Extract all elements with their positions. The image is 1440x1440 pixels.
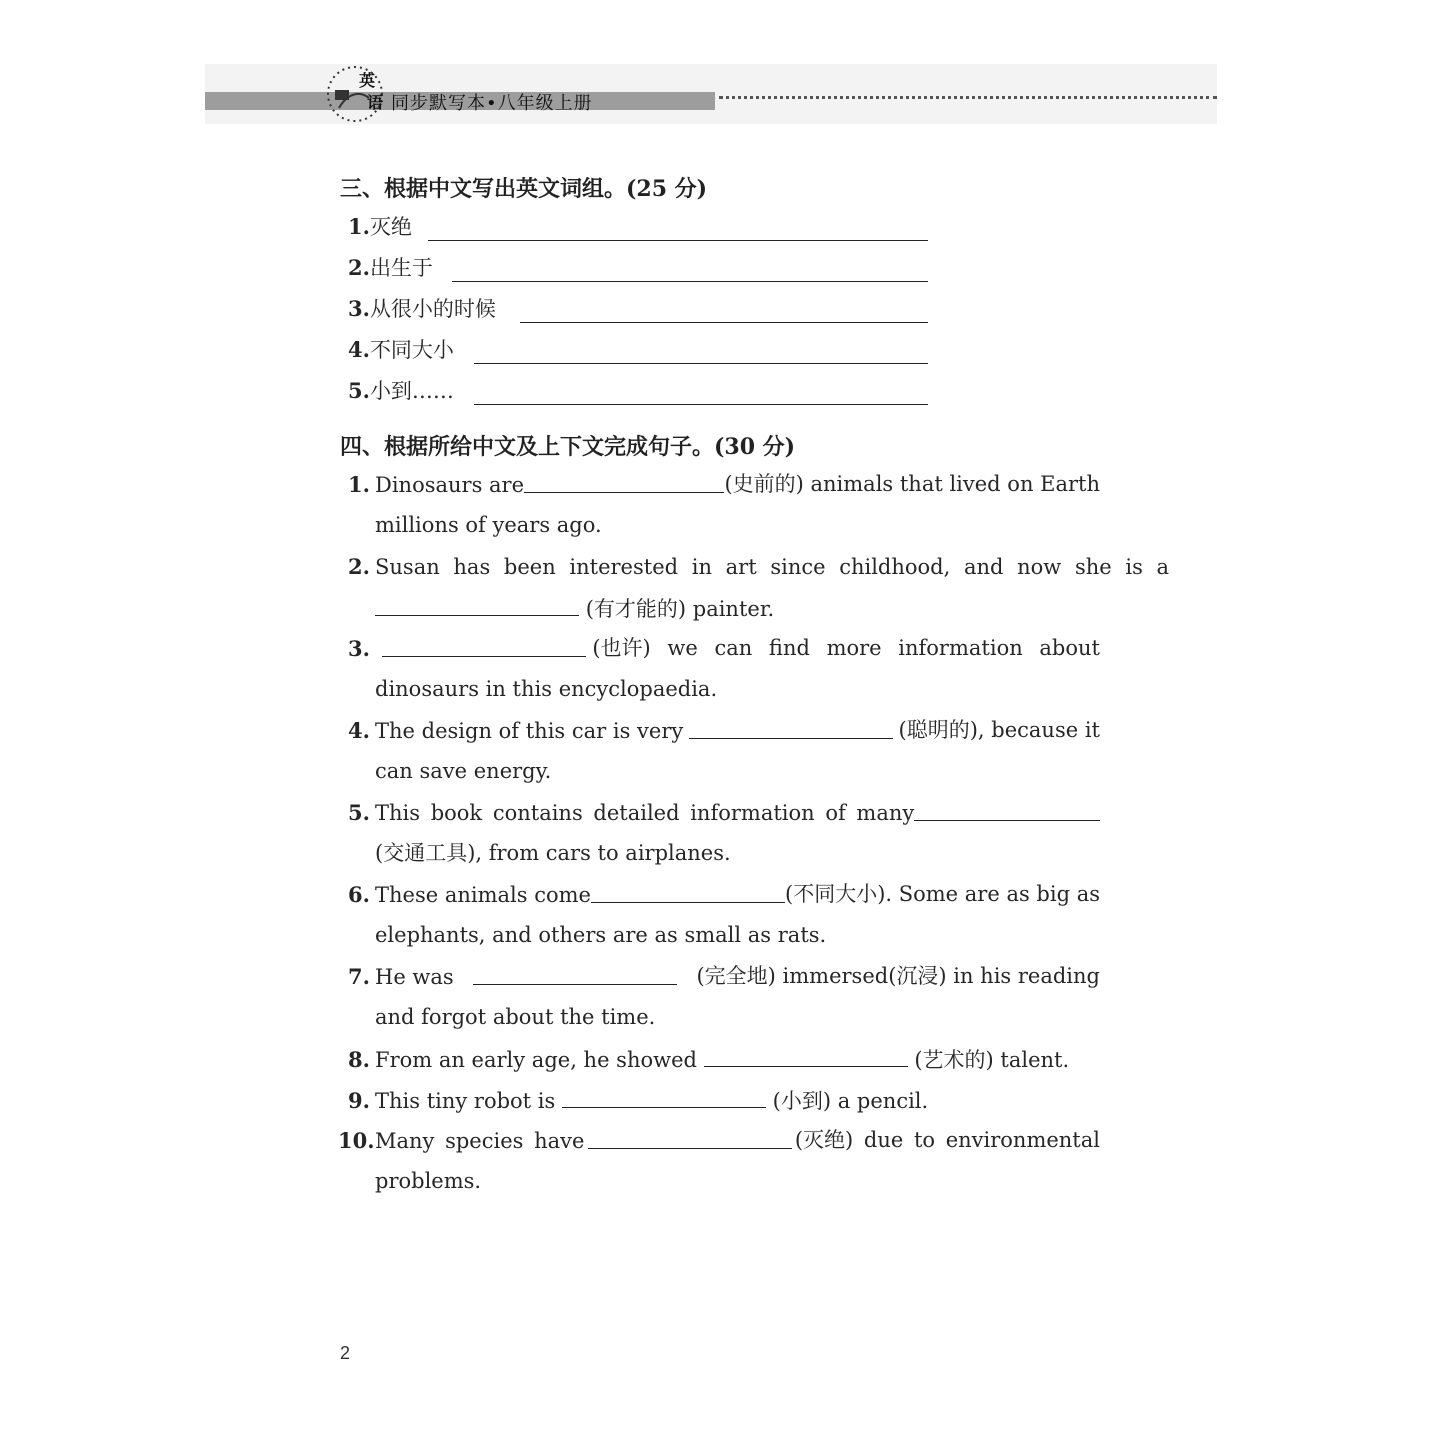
question-text: (灭绝) due to environmental (794, 1128, 1100, 1152)
answer-line (474, 374, 928, 405)
question-text: These animals come (375, 883, 591, 907)
question-lead (338, 1120, 584, 1161)
question-line (348, 628, 1100, 669)
question-line (348, 792, 1100, 833)
question-text: millions of years ago. (375, 513, 602, 537)
question-text: (小到) a pencil. (772, 1089, 929, 1113)
s4-question-4 (348, 710, 1100, 792)
question-number: 1. (348, 472, 370, 497)
question-line (348, 874, 1100, 915)
book-logo-icon (325, 64, 385, 124)
logo-char-top: 英 (359, 71, 376, 90)
header-dotted-line (719, 96, 1217, 99)
question-lead (348, 792, 914, 833)
question-text: elephants, and others are as small as rats. (375, 923, 827, 947)
section3-title: 三、根据中文写出英文词组。(25 分) (340, 176, 708, 202)
question-text: Many species have (375, 1129, 585, 1153)
s3-item-text: 不同大小 (369, 338, 454, 362)
s4-question-1 (348, 464, 1100, 546)
question-number: 2. (348, 554, 370, 579)
question-lead (348, 956, 454, 997)
s3-item-text: 出生于 (369, 256, 433, 280)
question-text: (不同大小). Some are as big as (785, 882, 1100, 906)
question-number: 10. (338, 1128, 375, 1153)
question-line (348, 710, 1100, 751)
s3-item-1 (348, 206, 412, 247)
question-text: (也许) we can find more information about (592, 636, 1100, 660)
answer-blank (914, 792, 1100, 821)
answer-line (520, 292, 928, 323)
s4-question-5 (348, 792, 1100, 874)
question-text: (有才能的) painter. (585, 597, 775, 621)
section4-title: 四、根据所给中文及上下文完成句子。(30 分) (340, 434, 796, 460)
s4-question-9 (348, 1079, 1100, 1120)
question-number: 7. (348, 964, 370, 989)
answer-line (428, 210, 928, 241)
question-text: From an early age, he showed (375, 1048, 697, 1072)
question-number: 6. (348, 882, 370, 907)
question-line (338, 1120, 1100, 1161)
question-text: Dinosaurs are (375, 473, 525, 497)
s3-item-4 (348, 329, 454, 370)
s3-item-3 (348, 288, 496, 329)
answer-blank (591, 874, 785, 903)
s3-item-text: 小到…… (369, 379, 454, 403)
answer-blank (375, 587, 579, 616)
question-lead (348, 874, 591, 915)
question-lead (348, 710, 683, 751)
question-text: The design of this car is very (375, 719, 684, 743)
answer-line (474, 333, 928, 364)
question-number: 5. (348, 800, 370, 825)
question-text: problems. (375, 1169, 482, 1193)
s4-question-3 (348, 628, 1100, 710)
s3-item-number: 4. (348, 337, 370, 362)
s3-item-text: 从很小的时候 (369, 297, 496, 321)
s4-question-6 (348, 874, 1100, 956)
question-text: (聪明的), because it (898, 718, 1100, 742)
question-number: 9. (348, 1088, 370, 1113)
question-text: He was (375, 965, 454, 989)
page-number: 2 (340, 1343, 351, 1363)
question-text: (艺术的) talent. (914, 1048, 1070, 1072)
s4-question-2 (348, 546, 1170, 628)
question-text: dinosaurs in this encyclopaedia. (375, 677, 718, 701)
answer-blank (473, 956, 677, 985)
s4-question-10 (338, 1120, 1100, 1202)
question-text: can save energy. (375, 759, 552, 783)
question-text: (交通工具), from cars to airplanes. (375, 841, 731, 865)
question-line (348, 546, 1170, 587)
question-text: and forgot about the time. (375, 1005, 656, 1029)
s3-item-text: 灭绝 (369, 215, 412, 239)
question-line (348, 956, 1100, 997)
header-title: 同步默写本•八年级上册 (391, 93, 593, 114)
s3-item-number: 2. (348, 255, 370, 280)
s3-item-number: 1. (348, 214, 370, 239)
question-text: (完全地) immersed(沉浸) in his reading (696, 964, 1100, 988)
logo-char-bottom: 语 (367, 93, 384, 112)
question-text: This book contains detailed information of many (375, 801, 915, 825)
question-number: 8. (348, 1047, 370, 1072)
s3-item-5 (348, 370, 454, 411)
answer-blank (562, 1079, 766, 1108)
answer-blank (689, 710, 893, 739)
question-line (348, 464, 1100, 505)
question-text: This tiny robot is (375, 1089, 556, 1113)
answer-line (452, 251, 928, 282)
question-line (348, 587, 1100, 628)
s4-question-8 (348, 1038, 1100, 1079)
s3-item-2 (348, 247, 433, 288)
question-line (348, 1038, 1100, 1079)
s3-item-number: 3. (348, 296, 370, 321)
answer-blank (588, 1120, 792, 1149)
question-number: 3. (348, 636, 370, 661)
question-number: 4. (348, 718, 370, 743)
answer-blank (524, 464, 724, 493)
answer-blank (382, 628, 586, 657)
question-line (348, 1079, 1100, 1120)
answer-blank (704, 1038, 908, 1067)
question-text: Susan has been interested in art since childhood, and now she is a (375, 555, 1170, 579)
s4-question-7 (348, 956, 1100, 1038)
page-header (205, 64, 1217, 126)
question-text: (史前的) animals that lived on Earth (724, 472, 1100, 496)
question-lead (348, 464, 524, 505)
s3-item-number: 5. (348, 378, 370, 403)
